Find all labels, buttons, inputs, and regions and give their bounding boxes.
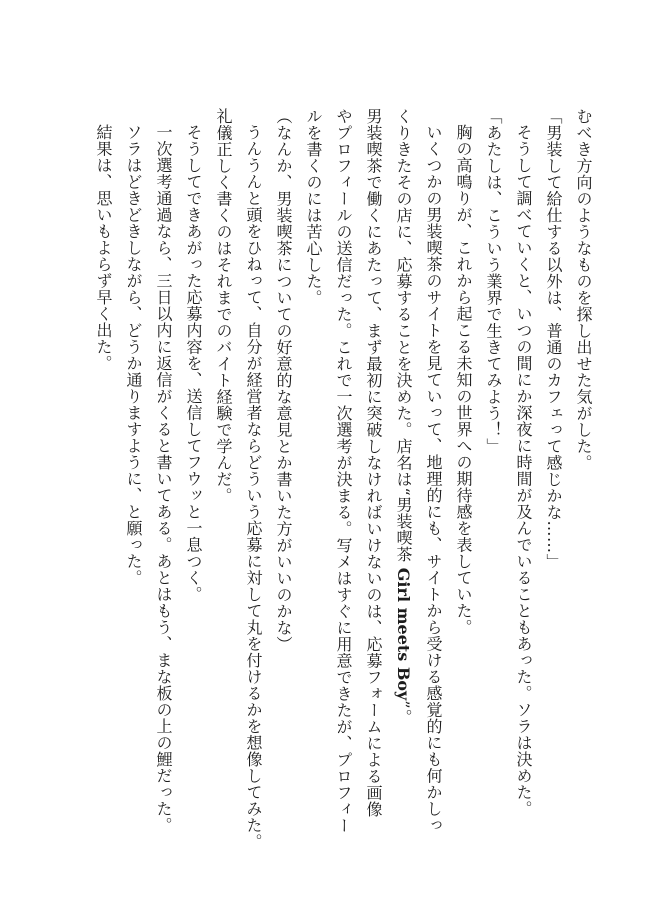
text-line: 「あたしは、こういう業界で生きてみよう！」 — [484, 108, 503, 455]
text-line: うんうんと頭をひねって、自分が経営者ならどういう応募に対して丸を付けるかを想像してみた。 — [244, 124, 263, 850]
text-line: そうして調べていくと、いつの間にか深夜に時間が及んでいることもあった。ソラは決めた。 — [514, 124, 533, 817]
text-line: いくつかの男装喫茶のサイトを見ていって、地理的にも、サイトから受ける感覚的にも何かしっ — [424, 124, 443, 834]
text-line-segment: くりきたその店に、応募することを決めた。店名は“男装喫茶 — [394, 108, 413, 568]
vertical-text-block — [88, 108, 598, 888]
text-line: 胸の高鳴りが、これから起こる未知の世界への期待感を表していた。 — [454, 124, 473, 636]
text-line: やプロフィールの送信だった。これで一次選考が決まる。写メはすぐに用意できたが、プロフィー — [334, 108, 353, 834]
text-line: そうしてできあがった応募内容を、送信してフウッと一息つく。 — [184, 124, 203, 603]
text-line: むべき方向のようなものを探し出せた気がした。 — [574, 108, 593, 471]
text-line: 男装喫茶で働くにあたって、まず最初に突破しなければいけないのは、応募フォームによる画像 — [364, 108, 383, 818]
text-line: ルを書くのには苦心した。 — [304, 108, 323, 306]
text-line-segment: ”。 — [394, 700, 413, 726]
text-line: ソラはどきどきしながら、どうか通りますように、と願った。 — [124, 124, 143, 586]
text-line: 「男装して給仕する以外は、普通のカフェって感じかな……」 — [544, 108, 563, 570]
text-line: 一次選考通過なら、三日以内に返信がくると書いてある。あとはもう、まな板の上の鯉だった。 — [154, 124, 173, 834]
text-line — [388, 108, 418, 888]
text-line: （なんか、男装喫茶についての好意的な意見とか書いた方がいいのかな） — [274, 108, 293, 653]
shop-name-text: Girl meets Boy — [394, 567, 413, 701]
text-line: 結果は、思いもよらず早く出た。 — [94, 124, 113, 372]
text-line: 礼儀正しく書くのはそれまでのバイト経験で学んだ。 — [214, 108, 233, 504]
